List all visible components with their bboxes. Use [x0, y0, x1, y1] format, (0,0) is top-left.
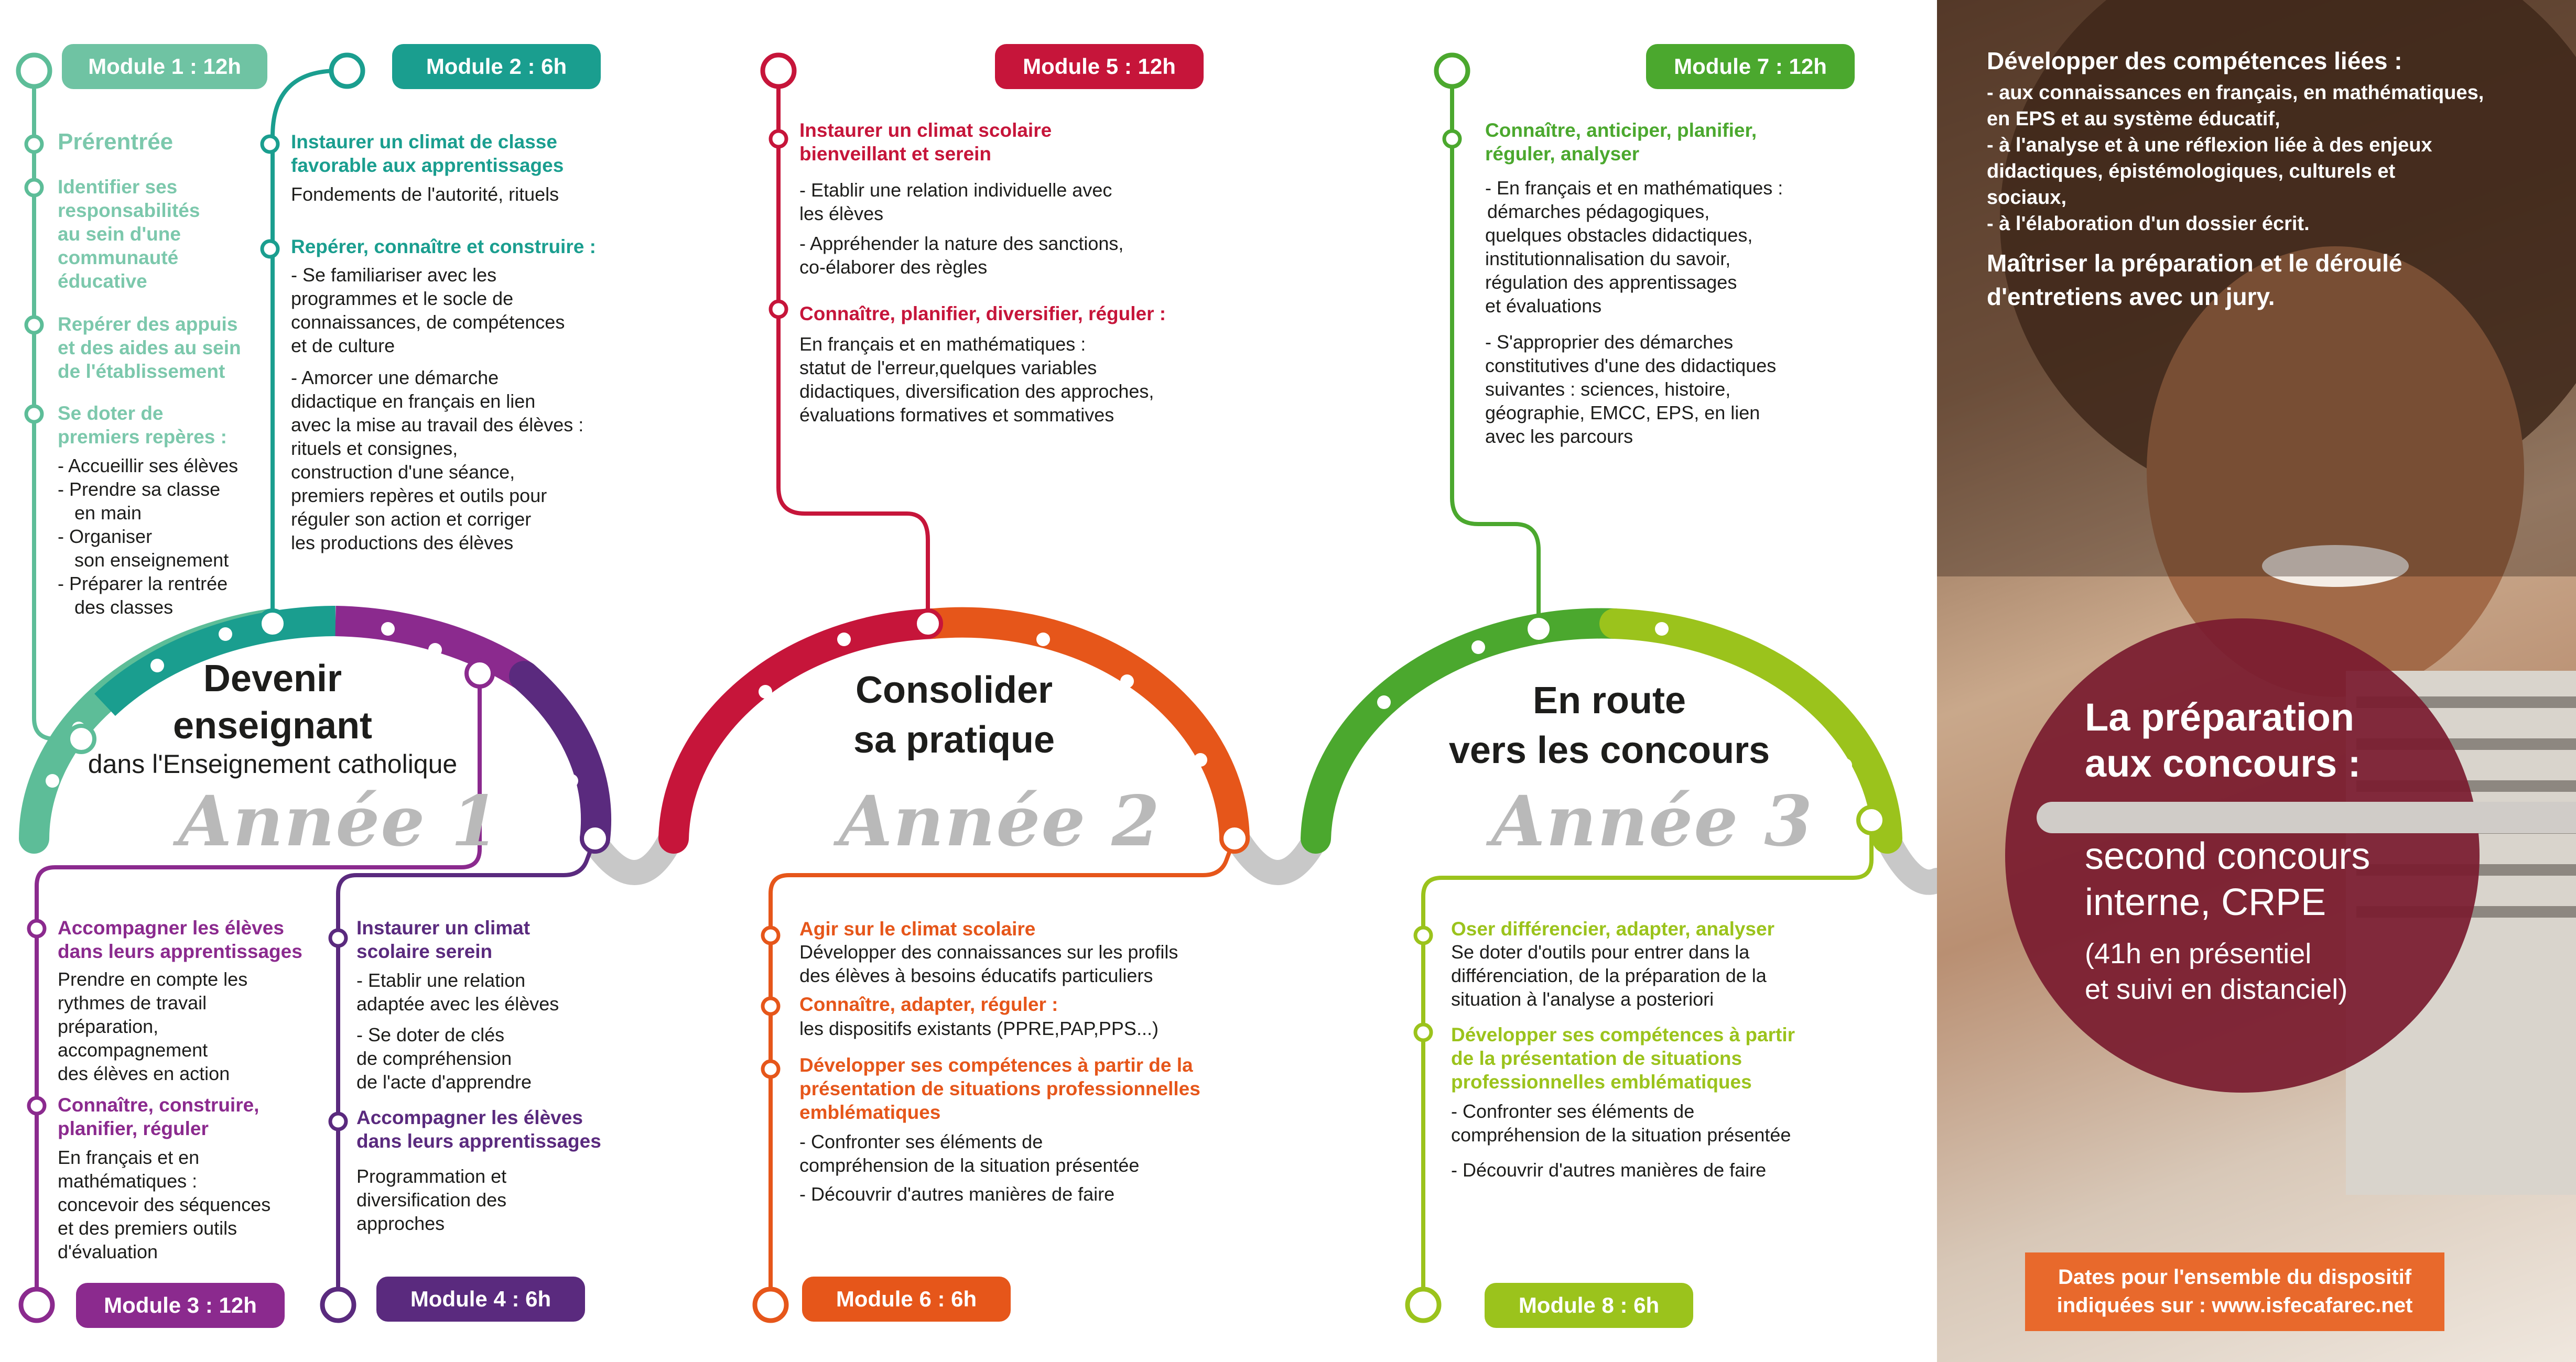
col8-para-1: Se doter d'outils pour entrer dans la différenciation, de la préparation de la situation à l'analyse a posteriori [1451, 941, 1767, 1010]
col7-para-1: - En français et en mathématiques : démarches pédagogiques, quelques obstacles didactiques, institutionnalisation du savoir, régulation des apprentissages et évaluations [1485, 177, 1783, 317]
circle-title: La préparation aux concours : [2085, 695, 2361, 785]
col3-heading-1: Accompagner les élèves dans leurs apprentissages [58, 917, 302, 962]
year2-label: Année 2 [839, 781, 1161, 862]
circle-subtitle: second concours interne, CRPE [2085, 835, 2371, 923]
photo-panel [1937, 0, 2576, 1362]
col7-para-2: - S'approprier des démarches constitutives d'une des didactiques suivantes : sciences, histoire, géographie, EMCC, EPS, en lien avec les parcours [1485, 331, 1777, 447]
col1-bullets: - Accueillir ses élèves - Prendre sa classe en main - Organiser son enseignement - Préparer la rentrée des classes [58, 455, 239, 618]
col5-para-1: - Etablir une relation individuelle avec les élèves [799, 179, 1112, 224]
website-link[interactable]: indiquées sur : www.isfecafarec.net [2057, 1294, 2413, 1317]
year3-label: Année 3 [1491, 781, 1814, 862]
side-title-2: Maîtriser la préparation et le déroulé d'entretiens avec un jury. [1987, 249, 2402, 310]
col4-para-3: Programmation et diversification des approches [356, 1165, 507, 1234]
col2-heading-2: Repérer, connaître et construire : [291, 236, 596, 257]
module-8-badge: Module 8 : 6h [1485, 1283, 1693, 1328]
col8-para-2: - Confronter ses éléments de compréhension de la situation présentée [1451, 1101, 1791, 1146]
year3-title: En route vers les concours [1448, 680, 1770, 771]
col6-para-3: - Confronter ses éléments de compréhension de la situation présentée [799, 1131, 1140, 1176]
col2-text-1: Fondements de l'autorité, rituels [291, 183, 559, 205]
side-title: Développer des compétences liées : [1987, 47, 2402, 74]
year1-title: Devenir enseignant dans l'Enseignement catholique [88, 658, 458, 779]
col6-para-2: les dispositifs existants (PPRE,PAP,PPS...) [799, 1018, 1159, 1039]
col5-heading-1: Instaurer un climat scolaire bienveillant et serein [799, 119, 1052, 165]
col2-para-1: - Se familiariser avec les programmes et le socle de connaissances, de compétences et de culture [291, 264, 565, 356]
module-2-badge: Module 2 : 6h [392, 44, 601, 89]
module-4-badge: Module 4 : 6h [376, 1277, 585, 1322]
year1-label: Année 1 [178, 781, 501, 862]
col1-item-3: Se doter de premiers repères : [58, 402, 227, 448]
module-6-badge: Module 6 : 6h [802, 1277, 1011, 1322]
col6-heading-2: Connaître, adapter, réguler : [799, 994, 1058, 1015]
col5-para-3: En français et en mathématiques : statut de l'erreur,quelques variables didactiques, diversification des approches, évaluations formatives et sommatives [799, 333, 1154, 426]
col6-heading-3: Développer ses compétences à partir de la présentation de situations professionnelles emblématiques [799, 1054, 1200, 1123]
col1-item-2: Repérer des appuis et des aides au sein de l'établissement [58, 313, 241, 382]
footer-text: Dates pour l'ensemble du dispositif indiquées sur : www.isfecafarec.net [2025, 1263, 2444, 1320]
arch1-violet [524, 676, 596, 838]
col1-heading: Prérentrée [58, 129, 174, 155]
col8-para-3: - Découvrir d'autres manières de faire [1451, 1159, 1767, 1181]
col2-heading-1: Instaurer un climat de classe favorable aux apprentissages [291, 131, 564, 176]
col4-para-1: - Etablir une relation adaptée avec les élèves [356, 969, 559, 1015]
col4-para-2: - Se doter de clés de compréhension de l'acte d'apprendre [356, 1024, 532, 1093]
col4-heading-1: Instaurer un climat scolaire serein [356, 917, 531, 962]
col5-para-2: - Appréhender la nature des sanctions, co-élaborer des règles [799, 233, 1124, 278]
col3-para-1: Prendre en compte les rythmes de travail préparation, accompagnement des élèves en action [58, 968, 248, 1084]
col1-item-1: Identifier ses responsabilités au sein d'une communauté éducative [58, 176, 200, 292]
side-list: - aux connaissances en français, en mathématiques, en EPS et au système éducatif, - à l'analyse et à une réflexion liée à des enjeux didactiques, épistémologiques, culturels et sociaux, - à l'élaboration d'un dossier écrit. [1987, 82, 2484, 235]
module-1-badge: Module 1 : 12h [62, 44, 267, 89]
col8-heading-1: Oser différencier, adapter, analyser [1451, 918, 1774, 940]
year2-title: Consolider sa pratique [853, 669, 1055, 761]
col5-heading-2: Connaître, planifier, diversifier, réguler : [799, 303, 1166, 324]
col7-heading-1: Connaître, anticiper, planifier, réguler, analyser [1485, 119, 1757, 165]
col6-heading-1: Agir sur le climat scolaire [799, 918, 1036, 940]
col6-para-4: - Découvrir d'autres manières de faire [799, 1183, 1115, 1205]
col3-heading-2: Connaître, construire, planifier, réguler [58, 1094, 259, 1139]
col4-heading-2: Accompagner les élèves dans leurs apprentissages [356, 1107, 601, 1152]
module-5-badge: Module 5 : 12h [995, 44, 1204, 89]
col3-para-2: En français et en mathématiques : concevoir des séquences et des premiers outils d'évaluation [58, 1147, 271, 1262]
module-7-badge: Module 7 : 12h [1646, 44, 1855, 89]
circle-note: (41h en présentiel et suivi en distanciel) [2085, 938, 2348, 1005]
module-3-badge: Module 3 : 12h [76, 1283, 285, 1328]
col6-para-1: Développer des connaissances sur les profils des élèves à besoins éducatifs particuliers [799, 941, 1178, 986]
col2-para-2: - Amorcer une démarche didactique en français en lien avec la mise au travail des élèves : rituels et consignes, construction d'une séance, premiers repères et outils pour réguler son action et corriger les productions des élèves [291, 367, 584, 553]
col8-heading-2: Développer ses compétences à partir de la présentation de situations professionnelles emblématiques [1451, 1024, 1795, 1093]
circle-bar [2037, 802, 2576, 833]
